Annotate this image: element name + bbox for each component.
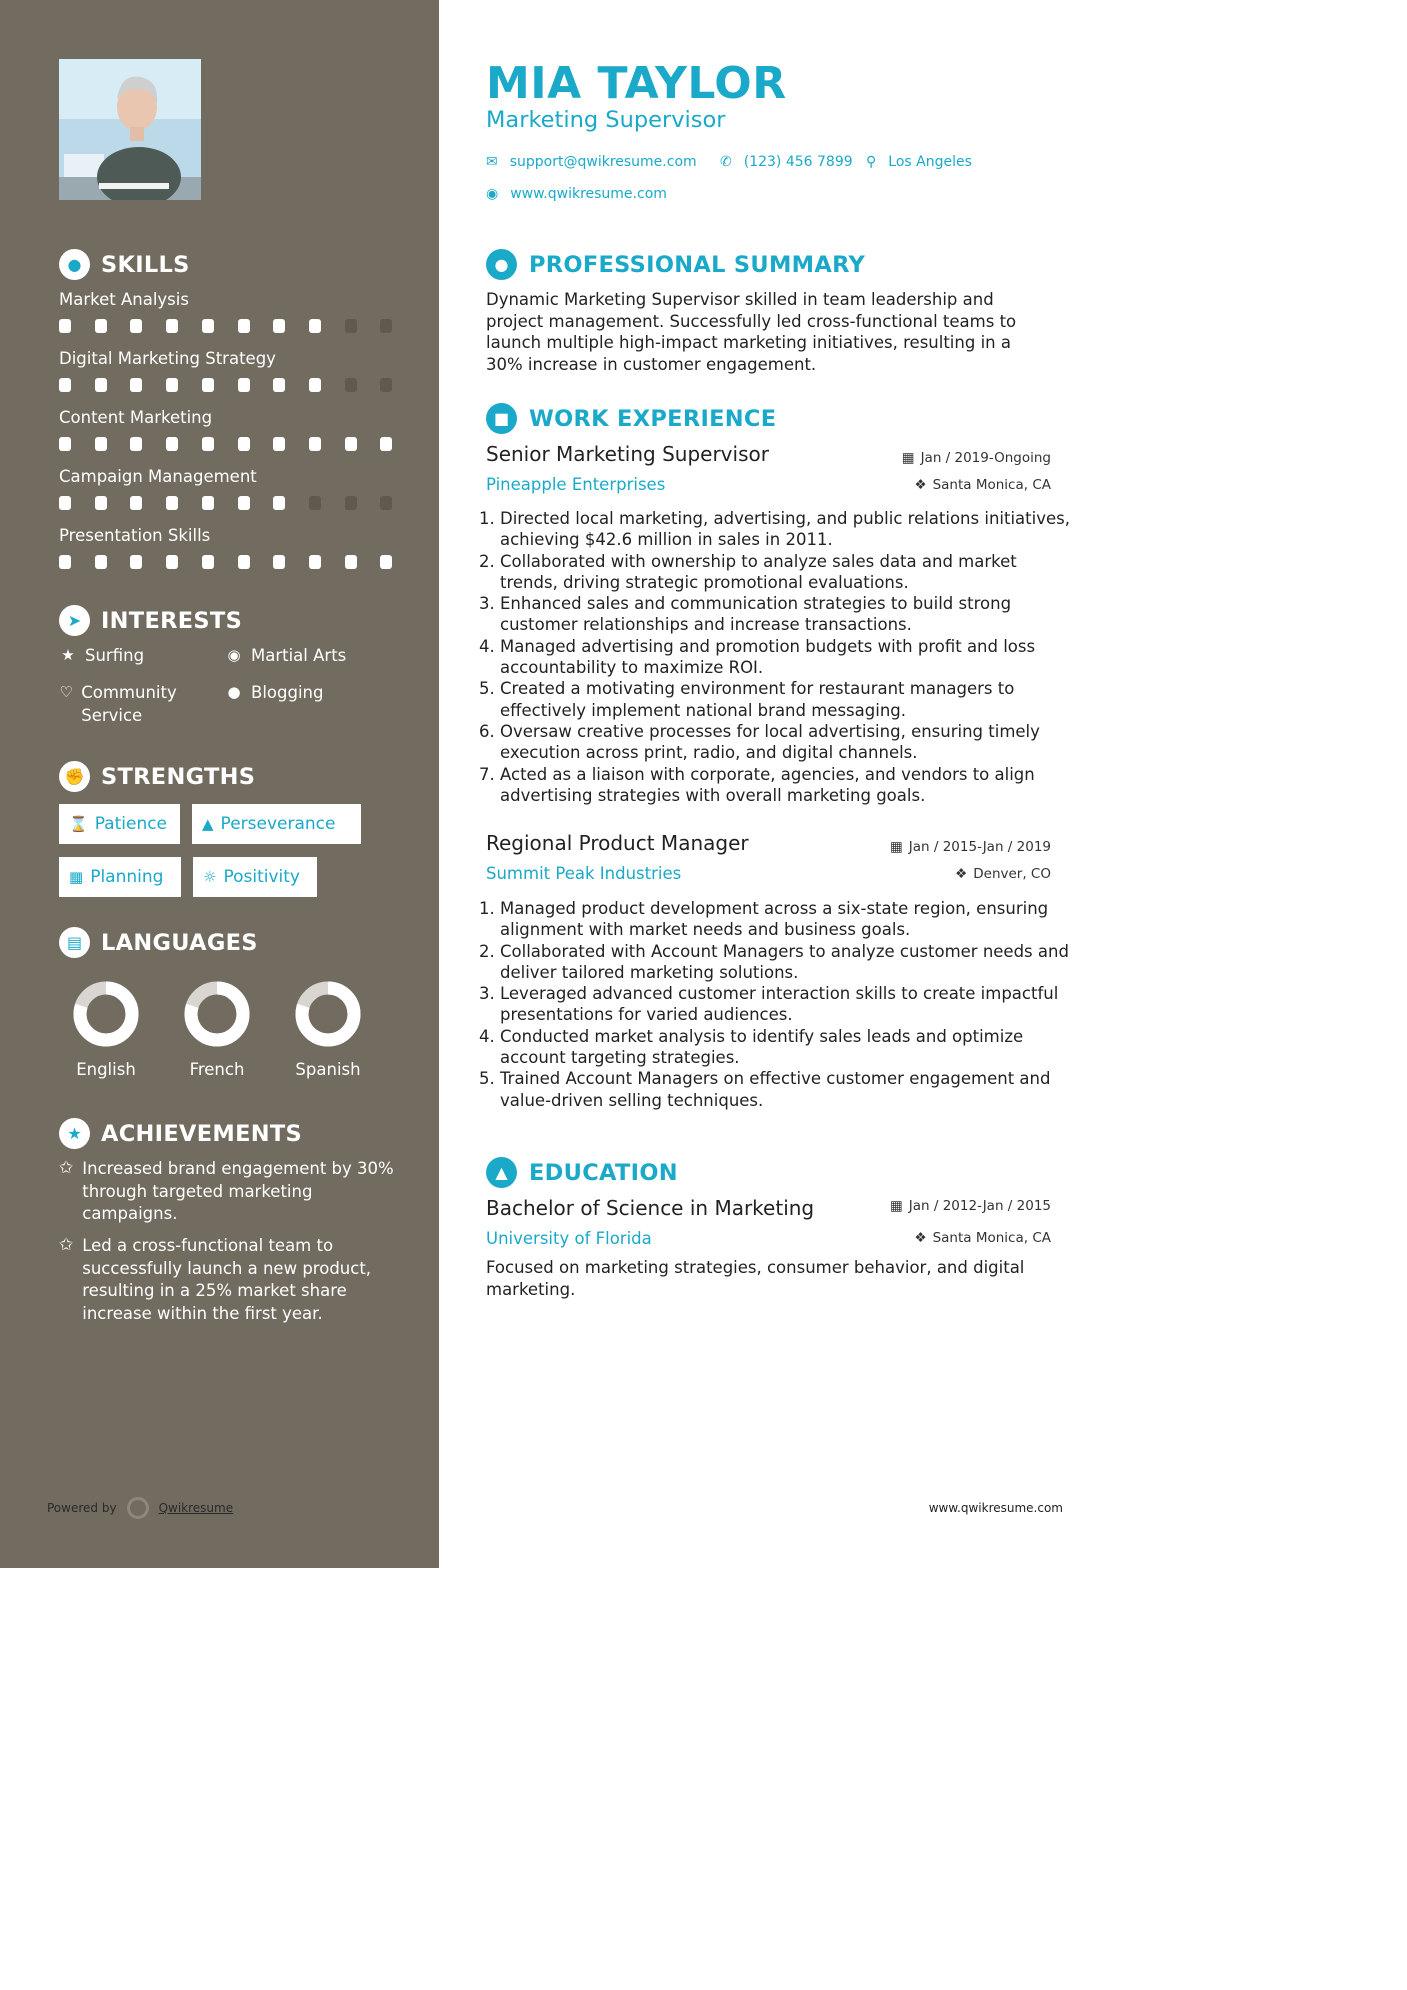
skill-dot-filled (309, 437, 321, 451)
candidate-role: Marketing Supervisor (486, 107, 726, 133)
interests-title: INTERESTS (101, 607, 243, 634)
interest-item (59, 681, 209, 727)
skill-dot-filled (130, 555, 142, 569)
job-title: Senior Marketing Supervisor (486, 442, 769, 466)
skill-dot-filled (345, 437, 357, 451)
job-bullets (481, 898, 1070, 1111)
skill-dot-filled (59, 496, 71, 510)
interest-item (59, 644, 144, 667)
skill-dot-empty (345, 496, 357, 510)
strength-label: Patience (94, 814, 168, 834)
calendar-icon: ▦ (69, 868, 84, 886)
summary-title: PROFESSIONAL SUMMARY (529, 251, 866, 278)
language-card-icon: ▤ (59, 927, 90, 958)
job-bullet: 4. Managed advertising and promotion budgets with profit and loss accountability to maximize ROI. (500, 636, 1070, 679)
skill-dot-filled (380, 437, 392, 451)
sun-icon: ☼ (203, 868, 217, 886)
skill-dot-filled (130, 496, 142, 510)
achievement-item (59, 1158, 394, 1226)
achievements-header (59, 1118, 302, 1149)
skill-dot-filled (309, 555, 321, 569)
strength-label: Planning (90, 867, 164, 887)
powered-by (47, 1497, 233, 1519)
phone-text: (123) 456 7899 (743, 154, 853, 170)
skill-dot-filled (273, 319, 285, 333)
qwikresume-logo-icon (127, 1497, 149, 1519)
footer-website[interactable]: www.qwikresume.com (928, 1501, 1063, 1515)
calendar-icon: ▦ (901, 450, 915, 466)
powered-brand-link[interactable]: Qwikresume (158, 1501, 234, 1515)
language-name: Spanish (295, 1060, 361, 1079)
skill-dot-filled (273, 378, 285, 392)
globe-icon: ◉ (227, 646, 241, 664)
skill-dot-filled (273, 555, 285, 569)
achievement-text: Led a cross-functional team to successfully launch a new product, resulting in a 25% market share increase within the first year. (82, 1236, 372, 1323)
skill-dot-filled (95, 378, 107, 392)
skill-dot-filled (309, 319, 321, 333)
degree-title: Bachelor of Science in Marketing (486, 1196, 815, 1220)
pushpin-icon: ❖ (914, 1230, 927, 1246)
skill-name: Market Analysis (59, 290, 189, 309)
languages-title: LANGUAGES (101, 929, 258, 956)
pushpin-icon: ❖ (955, 866, 968, 882)
job-dates (890, 839, 1051, 855)
paper-plane-icon: ➤ (59, 605, 90, 636)
strengths-title: STRENGTHS (101, 763, 256, 790)
skill-dot-filled (166, 496, 178, 510)
star-badge-icon: ★ (59, 1118, 90, 1149)
skill-dot-filled (238, 319, 250, 333)
job-location-text: Denver, CO (973, 866, 1051, 882)
skill-dot-empty (380, 319, 392, 333)
language-item (167, 978, 267, 1079)
job-bullet: 2. Collaborated with ownership to analyze sales data and market trends, driving strategic promotional evaluations. (500, 551, 1070, 594)
job-bullet: 4. Conducted market analysis to identify sales leads and optimize account targeting strategies. (500, 1026, 1070, 1069)
job-bullet: 3. Leveraged advanced customer interaction skills to create impactful presentations for varied audiences. (500, 983, 1070, 1026)
envelope-icon: ✉ (486, 154, 498, 170)
website-text: www.qwikresume.com (510, 186, 667, 202)
job-bullet: 1. Directed local marketing, advertising, and public relations initiatives, achieving $42.6 million in sales in 2011. (500, 508, 1070, 551)
skill-name: Content Marketing (59, 408, 213, 427)
skill-dot-filled (380, 555, 392, 569)
job-dates (902, 450, 1051, 466)
strengths-header (59, 761, 255, 792)
star-icon: ✩ (59, 1235, 74, 1255)
skill-dot-filled (309, 378, 321, 392)
education-header (486, 1157, 678, 1188)
skill-dot-filled (95, 555, 107, 569)
achievement-text: Increased brand engagement by 30% through targeted marketing campaigns. (82, 1159, 394, 1223)
skill-dot-filled (202, 378, 214, 392)
education-text: Focused on marketing strategies, consumer behavior, and digital marketing. (486, 1258, 1025, 1299)
education-location-text: Santa Monica, CA (932, 1230, 1051, 1246)
language-name: French (189, 1060, 245, 1079)
hands-icon: ♡ (59, 683, 73, 701)
interest-item (225, 681, 323, 704)
skill-dot-filled (202, 496, 214, 510)
skill-dot-filled (238, 378, 250, 392)
calendar-icon: ▦ (890, 1198, 903, 1214)
contact-email[interactable] (486, 154, 697, 170)
school-name: University of Florida (486, 1229, 652, 1248)
strength-chip (59, 857, 181, 897)
education-dates (890, 1198, 1051, 1214)
powered-by-label: Powered by (47, 1501, 117, 1515)
location-text: Los Angeles (888, 154, 972, 170)
skill-dot-empty (345, 319, 357, 333)
skill-dot-filled (59, 555, 71, 569)
strength-chip (193, 857, 317, 897)
job-bullet: 1. Managed product development across a six-state region, ensuring alignment with market needs and business goals. (500, 898, 1070, 941)
skill-dot-empty (380, 496, 392, 510)
skill-name: Presentation Skills (59, 526, 211, 545)
skill-dot-filled (202, 555, 214, 569)
skill-dot-filled (238, 496, 250, 510)
skill-dot-filled (166, 555, 178, 569)
skill-dot-filled (345, 555, 357, 569)
users-icon: ● (227, 683, 241, 701)
skill-name: Campaign Management (59, 467, 257, 486)
skills-title: SKILLS (101, 251, 190, 278)
candidate-name: MIA TAYLOR (486, 58, 787, 109)
education-title: EDUCATION (529, 1159, 678, 1186)
skill-dot-filled (59, 378, 71, 392)
profile-photo (59, 59, 201, 200)
job-bullet: 5. Trained Account Managers on effective customer engagement and value-driven selling techniques. (500, 1068, 1070, 1111)
skill-dot-filled (166, 437, 178, 451)
summary-header (486, 249, 865, 280)
job-location-text: Santa Monica, CA (932, 477, 1051, 493)
experience-header (486, 403, 776, 434)
contact-website[interactable] (486, 186, 667, 202)
job-company: Summit Peak Industries (486, 864, 682, 883)
job-bullet: 5. Created a motivating environment for restaurant managers to effectively implement national brand messaging. (500, 678, 1070, 721)
skill-dot-filled (95, 496, 107, 510)
map-pin-icon: ⚲ (866, 154, 877, 170)
education-dates-text: Jan / 2012-Jan / 2015 (908, 1198, 1051, 1214)
job-bullet: 6. Oversaw creative processes for local advertising, ensuring timely execution across print, radio, and digital channels. (500, 721, 1070, 764)
interests-header (59, 605, 242, 636)
summary-text: Dynamic Marketing Supervisor skilled in team leadership and project management. Successfully led cross-functional teams to launch multiple high-impact marketing initiatives, resulting in a 30% increase in customer engagement. (486, 290, 1017, 374)
job-company: Pineapple Enterprises (486, 475, 666, 494)
graduation-cap-icon: ▲ (486, 1157, 517, 1188)
contact-phone[interactable] (720, 154, 853, 170)
job-bullet: 3. Enhanced sales and communication strategies to build strong customer relationships and increase transactions. (500, 593, 1070, 636)
skill-dot-filled (202, 437, 214, 451)
skill-dot-filled (166, 378, 178, 392)
job-bullet: 2. Collaborated with Account Managers to analyze customer needs and deliver tailored marketing solutions. (500, 941, 1070, 984)
job-title: Regional Product Manager (486, 831, 749, 855)
strength-label: Perseverance (220, 814, 336, 834)
skill-dot-filled (273, 437, 285, 451)
job-bullets (481, 508, 1070, 806)
experience-title: WORK EXPERIENCE (529, 405, 777, 432)
hourglass-icon: ⌛ (69, 815, 88, 833)
strength-label: Positivity (223, 867, 300, 887)
pushpin-icon: ❖ (914, 477, 927, 493)
skill-dot-filled (166, 319, 178, 333)
phone-icon: ✆ (720, 154, 732, 170)
achievements-title: ACHIEVEMENTS (101, 1120, 303, 1147)
language-ring (56, 978, 156, 1050)
skill-dot-filled (238, 437, 250, 451)
job-dates-text: Jan / 2015-Jan / 2019 (908, 839, 1051, 855)
language-ring (278, 978, 378, 1050)
job-location (955, 866, 1051, 882)
interest-label: Martial Arts (251, 646, 347, 665)
sidebar (0, 0, 439, 1568)
skill-dot-empty (345, 378, 357, 392)
skill-name: Digital Marketing Strategy (59, 349, 276, 368)
skill-dot-filled (59, 319, 71, 333)
achievement-item (59, 1235, 394, 1325)
skills-header (59, 249, 190, 280)
contact-location (866, 154, 972, 170)
skill-dot-filled (130, 437, 142, 451)
globe-icon: ◉ (486, 186, 499, 202)
skill-dot-empty (380, 378, 392, 392)
strength-chip (59, 804, 180, 844)
star-icon: ★ (61, 646, 75, 664)
job-location (914, 477, 1051, 493)
languages-header (59, 927, 258, 958)
strength-chip (192, 804, 361, 844)
skill-dot-filled (273, 496, 285, 510)
skill-dot-empty (309, 496, 321, 510)
interest-item (225, 644, 346, 667)
skill-dot-filled (130, 378, 142, 392)
email-text: support@qwikresume.com (509, 154, 697, 170)
climber-icon: ▲ (202, 815, 214, 833)
calendar-icon: ▦ (890, 839, 903, 855)
skill-dot-filled (238, 555, 250, 569)
lightbulb-icon: ● (59, 249, 90, 280)
education-location (914, 1230, 1051, 1246)
language-item (278, 978, 378, 1079)
language-name: English (76, 1060, 136, 1079)
skill-dot-filled (202, 319, 214, 333)
star-icon: ✩ (59, 1158, 74, 1178)
skill-dot-filled (95, 437, 107, 451)
office-chair-icon: ■ (486, 403, 517, 434)
job-bullet: 7. Acted as a liaison with corporate, agencies, and vendors to align advertising strategies with overall marketing goals. (500, 764, 1070, 807)
fist-icon: ✊ (59, 761, 90, 792)
skill-dot-filled (95, 319, 107, 333)
job-dates-text: Jan / 2019-Ongoing (920, 450, 1051, 466)
skill-dot-filled (130, 319, 142, 333)
interest-label: Blogging (251, 683, 324, 702)
user-icon: ● (486, 249, 517, 280)
interest-label: Surfing (85, 646, 145, 665)
language-item (56, 978, 156, 1079)
skill-dot-filled (59, 437, 71, 451)
interest-label: Community Service (81, 683, 177, 725)
language-ring (167, 978, 267, 1050)
